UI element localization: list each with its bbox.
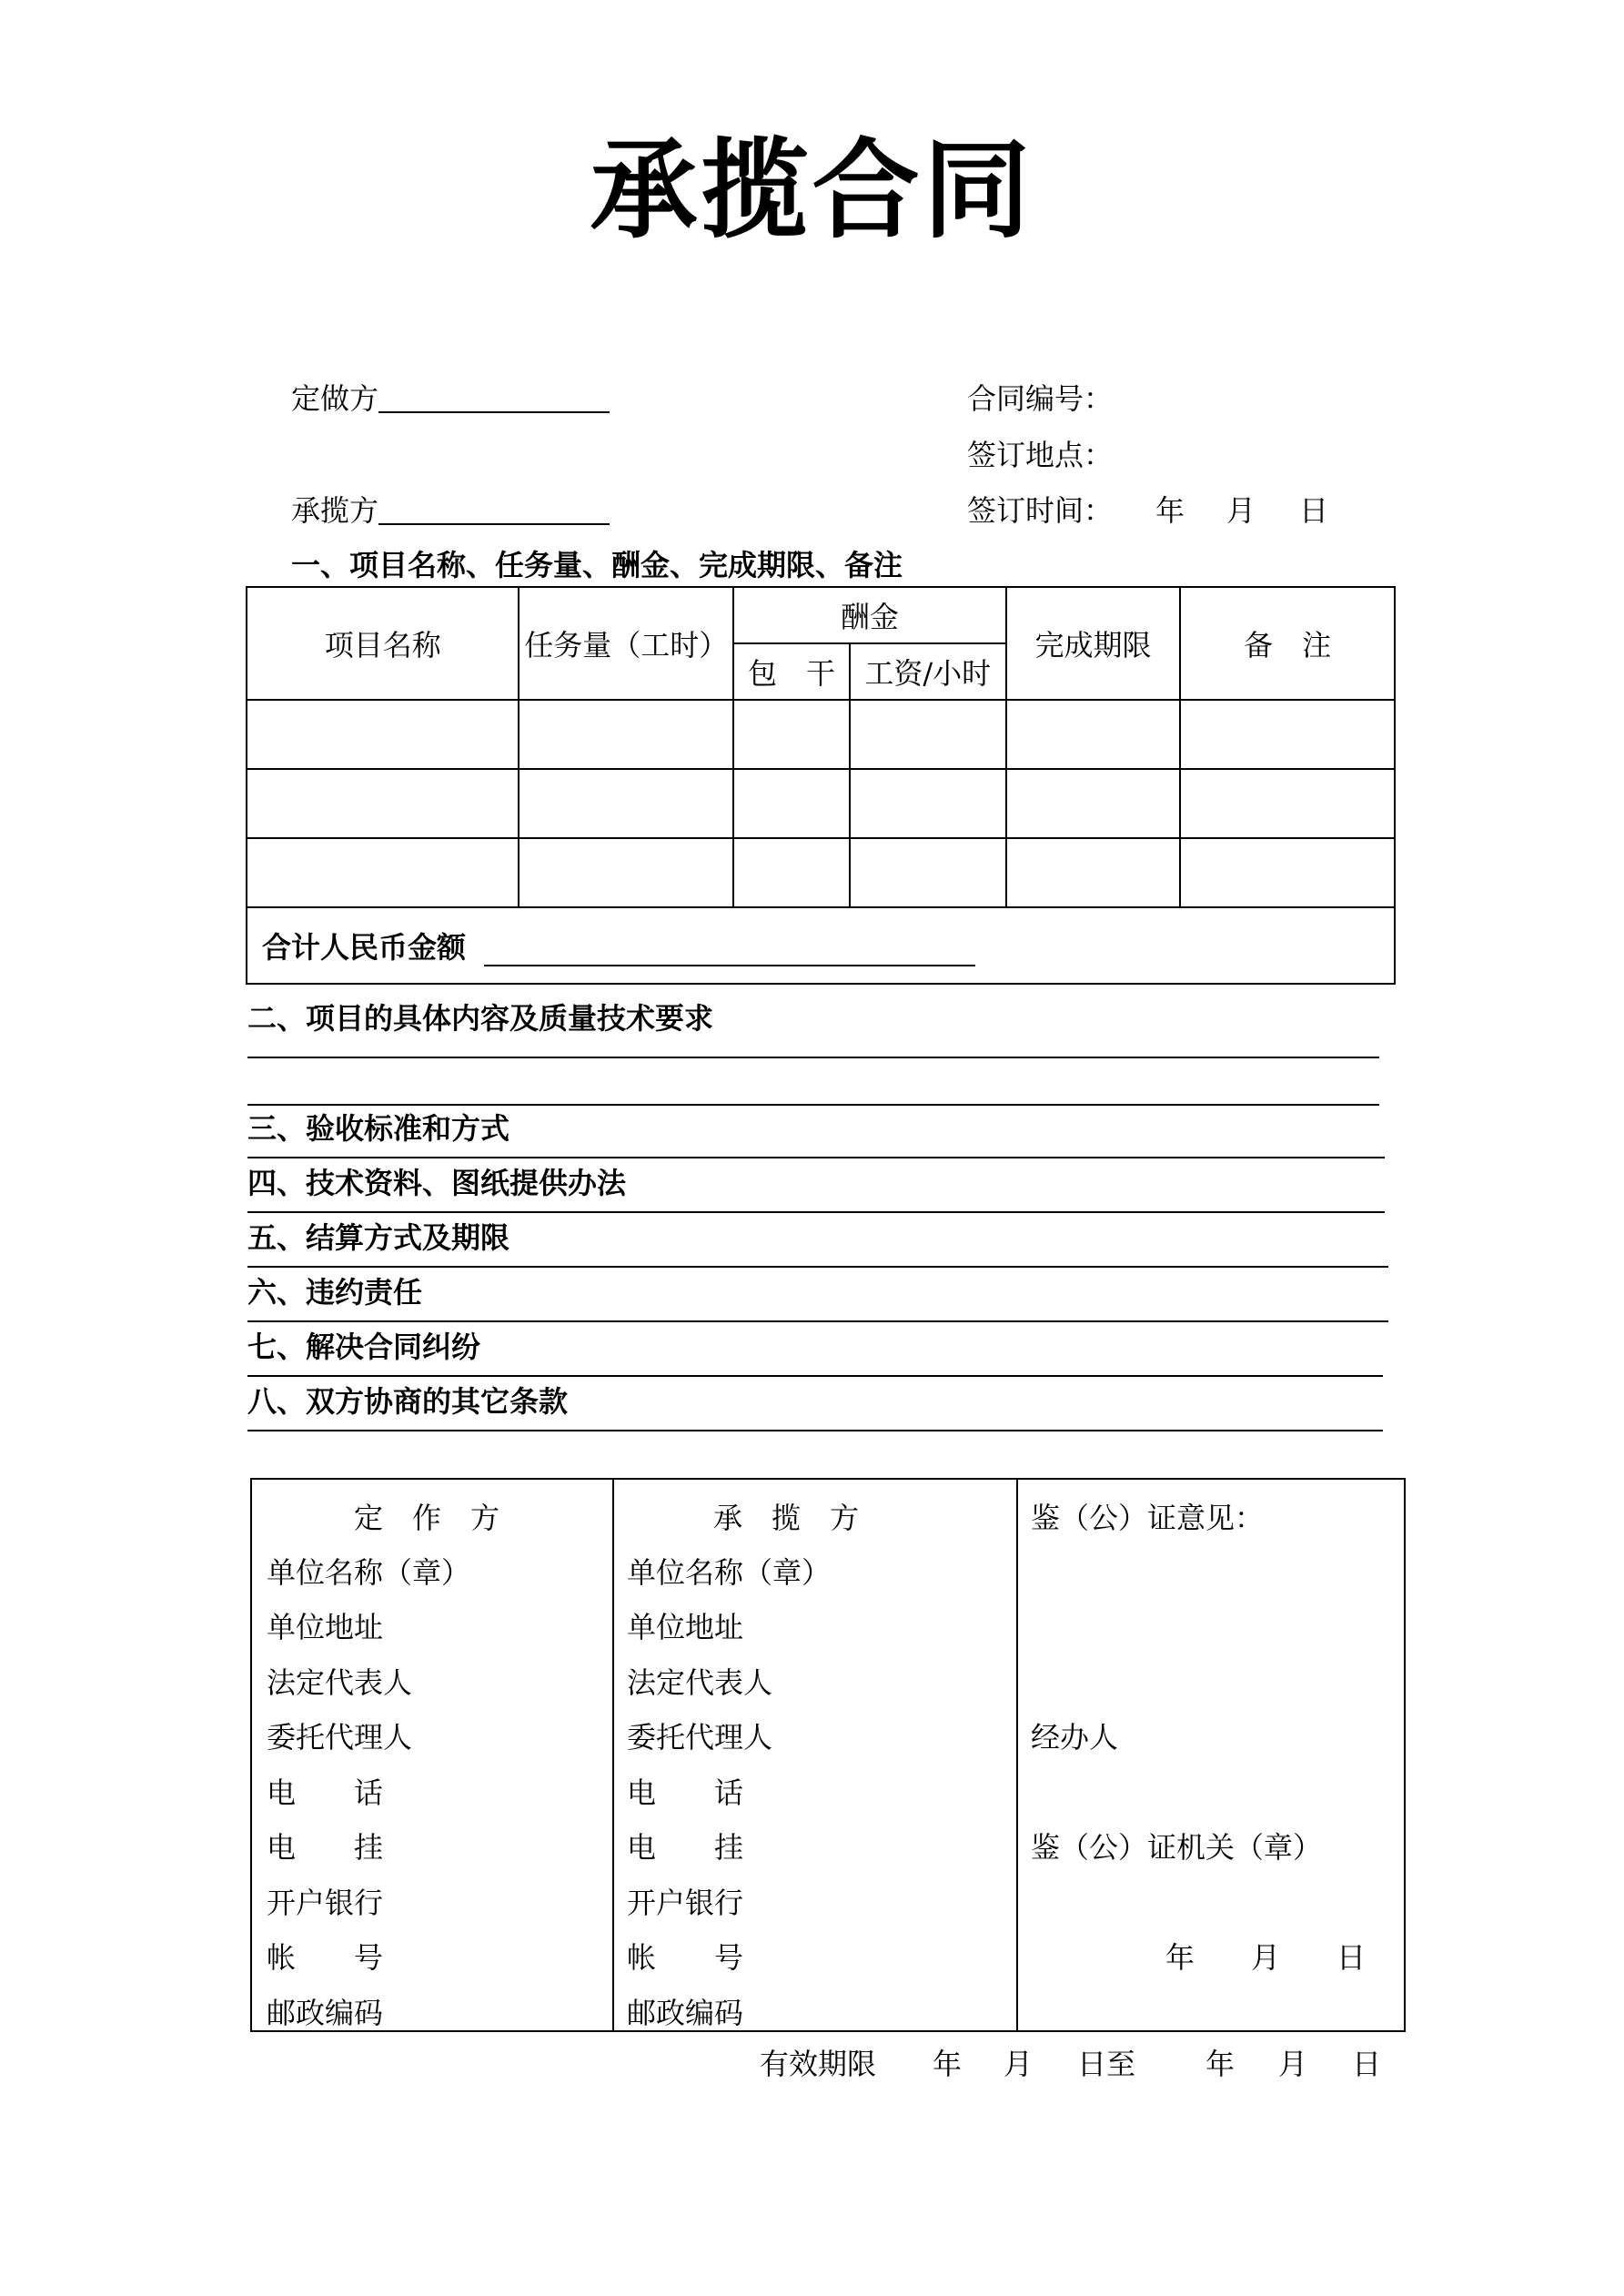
sign-place-label: 签订地点： [967, 438, 1114, 472]
table-cell[interactable] [1006, 838, 1181, 907]
notary-handler-label: 经办人 [1031, 1720, 1119, 1755]
section6-line[interactable] [247, 1320, 1388, 1322]
contractor-input[interactable] [378, 496, 610, 525]
orderer-phone[interactable]: 电 话 [267, 1775, 384, 1810]
section2-line-2[interactable] [247, 1104, 1379, 1106]
table-cell[interactable] [519, 700, 733, 769]
orderer-postcode[interactable]: 邮政编码 [267, 1996, 384, 2030]
section5-heading: 五、结算方式及期限 [247, 1220, 510, 1255]
section8-heading: 八、双方协商的其它条款 [247, 1384, 569, 1419]
section3-line[interactable] [247, 1157, 1385, 1158]
contractor-title: 承 揽 方 [713, 1501, 860, 1535]
notary-day: 日 [1337, 1940, 1367, 1975]
notary-org-label: 鉴（公）证机关（章） [1031, 1830, 1323, 1865]
orderer-account[interactable]: 帐 号 [267, 1940, 384, 1975]
contractor-telegraph[interactable]: 电 挂 [627, 1830, 744, 1865]
section2-line-1[interactable] [247, 1057, 1379, 1058]
validity-year: 年 [933, 2047, 963, 2081]
sign-month: 月 [1226, 493, 1256, 528]
table-cell[interactable] [519, 769, 733, 838]
table-cell[interactable] [850, 838, 1006, 907]
validity-month: 月 [1004, 2047, 1034, 2081]
contractor-field [291, 493, 610, 528]
table-cell[interactable] [247, 769, 519, 838]
table-cell[interactable] [247, 838, 519, 907]
section3-heading: 三、验收标准和方式 [247, 1111, 510, 1146]
page-title: 承揽合同 [590, 126, 1034, 253]
section2-heading: 二、项目的具体内容及质量技术要求 [247, 1001, 714, 1036]
table-cell[interactable] [1180, 769, 1395, 838]
table-row [247, 838, 1395, 907]
contractor-unit-name[interactable]: 单位名称（章） [627, 1555, 832, 1590]
table-cell[interactable] [519, 838, 733, 907]
sign-time-label: 签订时间： [967, 493, 1114, 528]
col-header-pay: 酬金 [733, 587, 1006, 643]
col-header-remark: 备 注 [1180, 587, 1395, 700]
table-cell[interactable] [247, 700, 519, 769]
validity-day2: 日 [1352, 2047, 1382, 2081]
table-cell[interactable] [1180, 838, 1395, 907]
table-row [247, 769, 1395, 838]
section7-heading: 七、解决合同纠纷 [247, 1330, 481, 1364]
total-row [247, 907, 1395, 984]
ordering-party-label: 定做方 [291, 381, 379, 416]
total-label: 合计人民币金额 [262, 930, 467, 965]
validity-year2: 年 [1205, 2047, 1236, 2081]
table-cell[interactable] [1006, 700, 1181, 769]
table-cell[interactable] [1006, 769, 1181, 838]
validity-label: 有效期限 [760, 2047, 877, 2081]
table-cell[interactable] [850, 700, 1006, 769]
contractor-label: 承揽方 [291, 493, 379, 528]
notary-month: 月 [1251, 1940, 1281, 1975]
contractor-unit-address[interactable]: 单位地址 [627, 1610, 744, 1644]
section7-line[interactable] [247, 1375, 1383, 1377]
section8-line[interactable] [247, 1430, 1383, 1431]
validity-day-to: 日至 [1077, 2047, 1136, 2081]
orderer-legal-rep[interactable]: 法定代表人 [267, 1665, 413, 1700]
col-header-task: 任务量（工时） [519, 587, 733, 700]
orderer-title: 定 作 方 [354, 1501, 500, 1535]
table-cell[interactable] [733, 769, 850, 838]
total-amount-input[interactable] [484, 934, 975, 966]
orderer-unit-name[interactable]: 单位名称（章） [267, 1555, 471, 1590]
ordering-party-field [291, 381, 610, 416]
contractor-account[interactable]: 帐 号 [627, 1940, 744, 1975]
section4-heading: 四、技术资料、图纸提供办法 [247, 1166, 627, 1200]
col-header-deadline: 完成期限 [1006, 587, 1181, 700]
orderer-unit-address[interactable]: 单位地址 [267, 1610, 384, 1644]
contractor-phone[interactable]: 电 话 [627, 1775, 744, 1810]
orderer-agent[interactable]: 委托代理人 [267, 1720, 413, 1755]
notary-year: 年 [1165, 1940, 1195, 1975]
contractor-legal-rep[interactable]: 法定代表人 [627, 1665, 773, 1700]
table-row [247, 700, 1395, 769]
table-cell[interactable] [1180, 700, 1395, 769]
table-cell[interactable] [733, 838, 850, 907]
contract-no-label: 合同编号： [967, 381, 1114, 416]
signature-table [250, 1478, 1406, 2032]
sign-day: 日 [1299, 493, 1329, 528]
contractor-bank[interactable]: 开户银行 [627, 1886, 744, 1920]
orderer-telegraph[interactable]: 电 挂 [267, 1830, 384, 1865]
contractor-postcode[interactable]: 邮政编码 [627, 1996, 744, 2030]
ordering-party-input[interactable] [378, 384, 610, 413]
orderer-bank[interactable]: 开户银行 [267, 1886, 384, 1920]
items-table [246, 586, 1396, 985]
notary-opinion-label: 鉴（公）证意见： [1031, 1501, 1265, 1535]
validity-month2: 月 [1278, 2047, 1308, 2081]
table-cell[interactable] [850, 769, 1006, 838]
contractor-agent[interactable]: 委托代理人 [627, 1720, 773, 1755]
signature-divider-1 [612, 1480, 614, 2030]
section1-heading: 一、项目名称、任务量、酬金、完成期限、备注 [291, 548, 903, 582]
col-header-pay-lump: 包 干 [733, 643, 850, 700]
section5-line[interactable] [247, 1266, 1388, 1268]
col-header-name: 项目名称 [247, 587, 519, 700]
section4-line[interactable] [247, 1211, 1385, 1213]
sign-year: 年 [1155, 493, 1185, 528]
signature-divider-2 [1016, 1480, 1018, 2030]
section6-heading: 六、违约责任 [247, 1275, 423, 1310]
table-cell[interactable] [733, 700, 850, 769]
col-header-pay-hourly: 工资/小时 [850, 643, 1006, 700]
